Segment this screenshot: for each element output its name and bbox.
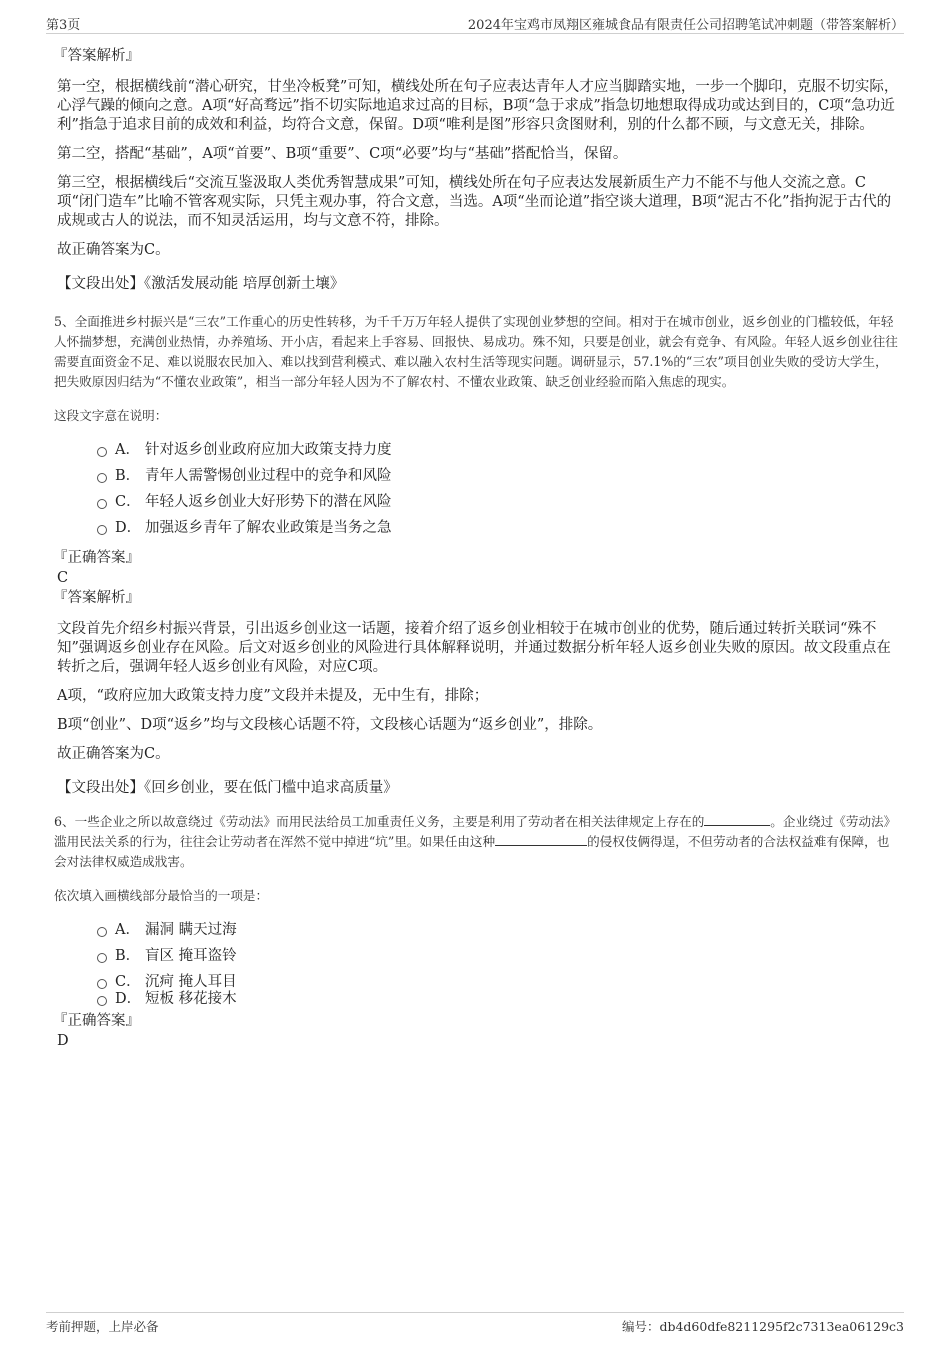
q5-analysis-p3: B项“创业”、D项“返乡”均与文段核心话题不符，文段核心话题为“返乡创业”，排除。 [57, 717, 603, 733]
fill-blank-2 [495, 832, 587, 846]
q4-analysis-p3: 第三空，根据横线后“交流互鉴汲取人类优秀智慧成果”可知，横线处所在句子应表达发展新质生产力不能不与他人交流之意。C项“闭门造车”比喻不管客观实际，只凭主观办事，符合文意，当选。A项“坐而论道”指空谈大道理，B项“泥古不化”指拘泥于古代的成规或古人的说法，而不知灵活运用，均与文意不符，排除。 [57, 175, 892, 229]
radio-icon[interactable] [97, 447, 107, 457]
q6-prompt: 依次填入画横线部分最恰当的一项是： [54, 888, 269, 903]
q5-correct-answer: C [57, 570, 69, 586]
page-footer [46, 1312, 904, 1334]
q5-option-d[interactable]: D． 加强返乡青年了解农业政策是当务之急 [97, 516, 900, 542]
fill-blank-1 [704, 812, 770, 826]
radio-icon[interactable] [97, 953, 107, 963]
q5-option-c[interactable]: C． 年轻人返乡创业大好形势下的潜在风险 [97, 490, 900, 516]
q5-source: 【文段出处】《回乡创业，要在低门槛中追求高质量》 [57, 780, 398, 796]
document-id: 编号：db4d60dfe8211295f2c7313ea06129c3 [621, 1319, 904, 1334]
q5-stem: 5、全面推进乡村振兴是“三农”工作重心的历史性转移，为千千万万年轻人提供了实现创业梦想的空间。相对于在城市创业，返乡创业的门槛较低，年轻人怀揣梦想，充满创业热情，办养殖场、开小店，看起来上手容易、回报快、易成功。殊不知，只要是创业，就会有竞争、有风险。年轻人返乡创业往往需要直面资金不足、难以说服农民加入、难以找到营利模式、难以融入农村生活等现实问题。调研显示，57.1%的“三农”项目创业失败的受访大学生，把失败原因归结为“不懂农业政策”，相当一部分年轻人因为不了解农村、不懂农业政策、缺乏创业经验而陷入焦虑的现实。 [54, 314, 898, 389]
q5-conclusion: 故正确答案为C。 [57, 746, 170, 762]
footer-slogan: 考前押题，上岸必备 [46, 1319, 159, 1334]
q6-option-b[interactable]: B． 盲区 掩耳盗铃 [97, 944, 900, 970]
page-number: 第3页 [46, 18, 81, 33]
radio-icon[interactable] [97, 499, 107, 509]
radio-icon[interactable] [97, 996, 107, 1006]
q5-correct-label: 『正确答案』 [53, 550, 140, 566]
q4-source: 【文段出处】《激活发展动能 培厚创新土壤》 [57, 276, 345, 292]
q4-analysis-label: 『答案解析』 [53, 48, 140, 64]
q4-analysis-p1: 第一空，根据横线前“潜心研究，甘坐冷板凳”可知，横线处所在句子应表达青年人才应当脚踏实地，一步一个脚印，克服不切实际，心浮气躁的倾向之意。A项“好高骛远”指不切实际地追求过高的目标，B项“急于求成”指急切地想取得成功或达到目的，C项“急功近利”指急于追求目前的成效和利益，均符合文意，保留。D项“唯利是图”形容只贪图财利，别的什么都不顾，与文意无关，排除。 [57, 79, 899, 133]
q6-option-c[interactable]: C． 沉疴 掩人耳目 [97, 970, 900, 987]
radio-icon[interactable] [97, 525, 107, 535]
q4-conclusion: 故正确答案为C。 [57, 242, 170, 258]
q6-stem: 6、一些企业之所以故意绕过《劳动法》而用民法给员工加重责任义务，主要是利用了劳动者在相关法律规定上存在的 。企业绕过《劳动法》滥用民法关系的行为，往往会让劳动者在浑然不觉中掉进“坑”里。如果任由这种 的侵权伎俩得逞，不但劳动者的合法权益难有保障，也会对法律权威造成戕害。 [54, 814, 897, 869]
page-header [46, 14, 904, 34]
q6-correct-label: 『正确答案』 [53, 1013, 140, 1029]
q5-analysis-label: 『答案解析』 [53, 590, 140, 606]
radio-icon[interactable] [97, 473, 107, 483]
q5-options [97, 438, 900, 542]
q5-analysis-p2: A项，“政府应加大政策支持力度”文段并未提及，无中生有，排除； [57, 688, 489, 704]
q5-option-a[interactable]: A． 针对返乡创业政府应加大政策支持力度 [97, 438, 900, 464]
radio-icon[interactable] [97, 927, 107, 937]
q6-option-a[interactable]: A． 漏洞 瞒天过海 [97, 918, 900, 944]
q4-analysis-p2: 第二空，搭配“基础”，A项“首要”、B项“重要”、C项“必要”均与“基础”搭配恰当，保留。 [57, 146, 628, 162]
q6-correct-answer: D [57, 1033, 69, 1049]
page-content [53, 46, 900, 1051]
q6-option-d[interactable]: D． 短板 移花接木 [97, 987, 900, 1013]
q5-analysis-p1: 文段首先介绍乡村振兴背景，引出返乡创业这一话题，接着介绍了返乡创业相较于在城市创业的优势，随后通过转折关联词“殊不知”强调返乡创业存在风险。后文对返乡创业的风险进行具体解释说明，并通过数据分析年轻人返乡创业失败的原因。故文段重点在转折之后，强调年轻人返乡创业有风险，对应C项。 [57, 621, 891, 675]
q6-options [97, 918, 900, 1013]
q5-prompt: 这段文字意在说明： [54, 408, 168, 423]
document-title: 2024年宝鸡市凤翔区雍城食品有限责任公司招聘笔试冲刺题（带答案解析） [467, 18, 904, 33]
q5-option-b[interactable]: B． 青年人需警惕创业过程中的竞争和风险 [97, 464, 900, 490]
